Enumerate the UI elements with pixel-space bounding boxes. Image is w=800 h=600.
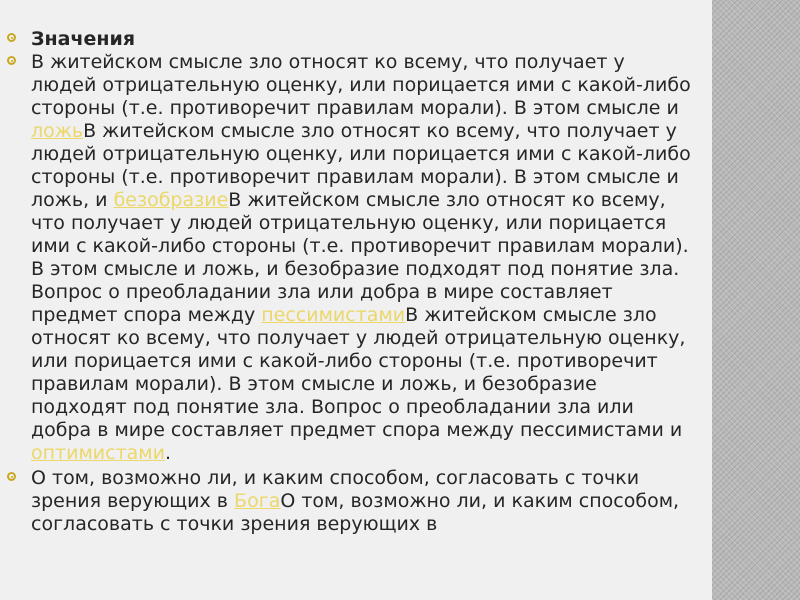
- link-lozh[interactable]: ложь: [31, 120, 84, 142]
- link-bezobrazie[interactable]: безобразие: [113, 189, 229, 211]
- circle-bullet-icon: [7, 33, 16, 42]
- paragraph-text: В житейском смысле зло относят ко всему, что получает у людей отрицательную оценку, или порицается ими с какой-либо стороны (т.е. противоречит правилам морали). В этом смысле и: [31, 51, 691, 119]
- heading-text: Значения: [31, 28, 136, 50]
- bullet-item-religion: [0, 467, 712, 536]
- bullet-item-heading: [0, 28, 712, 51]
- link-boga[interactable]: Бога: [234, 490, 281, 512]
- decorative-sidebar: [712, 0, 800, 600]
- paragraph-text: О том, возможно ли, и каким способом, согласовать с точки зрения верующих в: [31, 490, 680, 535]
- circle-bullet-icon: [7, 56, 16, 65]
- bullet-list: [0, 28, 712, 536]
- link-pessimisty[interactable]: пессимистами: [261, 304, 406, 326]
- paragraph-text: О том, возможно ли, и каким способом, согласовать с точки зрения верующих в: [31, 467, 640, 512]
- paragraph-text: В житейском смысле зло относят ко всему, что получает у людей отрицательную оценку, или порицается ими с какой-либо стороны (т.е. противоречит правилам морали). В этом смысле и ложь, и безобразие подходят под понятие зла. Вопрос о преобладании зла или добра в мире составляет предмет спора между: [31, 189, 689, 326]
- paragraph-text: .: [164, 442, 172, 464]
- bullet-item-definition: [0, 51, 712, 465]
- paragraph-text: В житейском смысле зло относят ко всему, что получает у людей отрицательную оценку, или порицается ими с какой-либо стороны (т.е. противоречит правилам морали). В этом смысле и ложь, и: [31, 120, 691, 211]
- circle-bullet-icon: [7, 472, 16, 481]
- link-optimisty[interactable]: оптимистами: [31, 442, 165, 464]
- paragraph-text: В житейском смысле зло относят ко всему, что получает у людей отрицательную оценку, или порицается ими с какой-либо стороны (т.е. противоречит правилам морали). В этом смысле и ложь, и безобразие подходят под понятие зла. Вопрос о преобладании зла или добра в мире составляет предмет спора между пессимистами и: [31, 304, 686, 441]
